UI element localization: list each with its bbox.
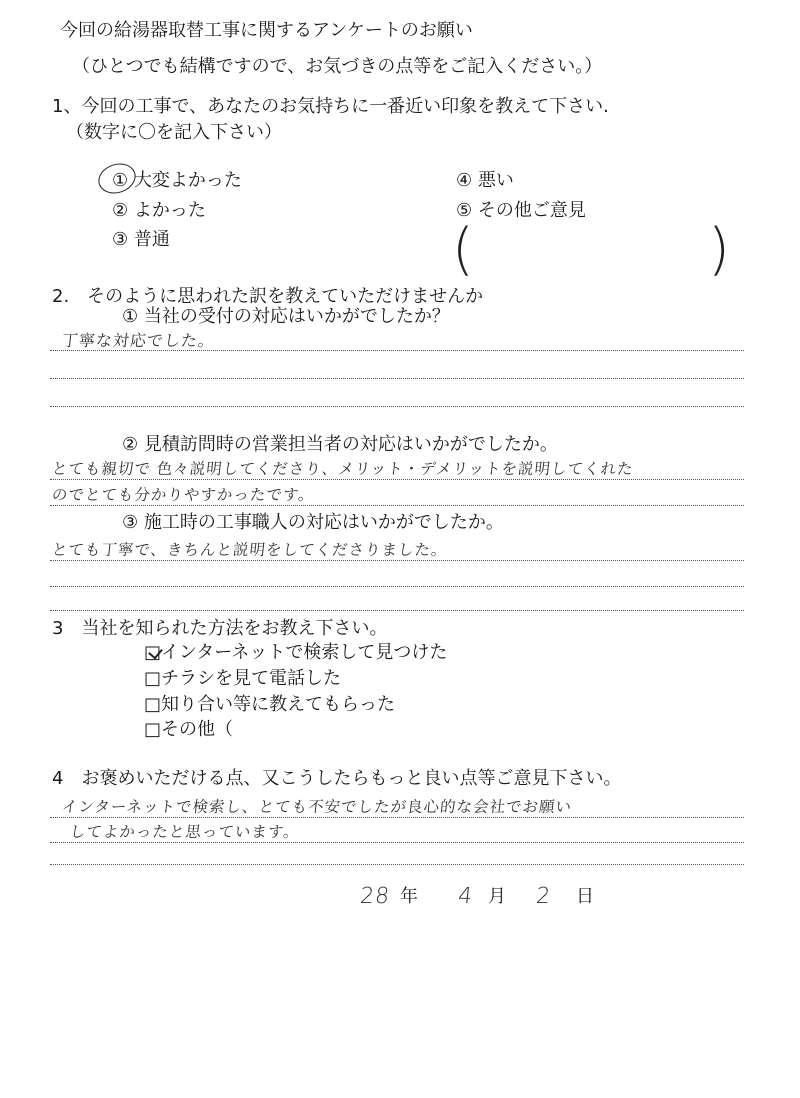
answer-line [50, 378, 744, 379]
q4-question: 4 お褒めいただける点、又こうしたらもっと良い点等ご意見下さい。 [52, 768, 622, 789]
q2-sub1-answer: 丁寧な対応でした。 [60, 331, 216, 350]
answer-line [50, 350, 744, 351]
date-month-unit: 月 [488, 886, 506, 907]
q2-sub3-answer: とても丁寧で、きちんと説明をしてくださりました。 [50, 541, 449, 559]
q2-sub3-label: ③ 施工時の工事職人の対応はいかがでしたか。 [122, 512, 504, 533]
date-year-unit: 年 [400, 886, 418, 907]
q3-option-2: □チラシを見て電話した [144, 668, 342, 689]
q2-sub2-label: ② 見積訪問時の営業担当者の対応はいかがでしたか。 [122, 434, 558, 455]
page-title: 今回の給湯器取替工事に関するアンケートのお願い [60, 20, 473, 41]
q1-question: 1、今回の工事で、あなたのお気持ちに一番近い印象を教えて下さい. [52, 96, 609, 117]
answer-line [50, 610, 744, 611]
q1-option-4: ④ 悪い [456, 170, 514, 191]
q1-instruction: （数字に〇を記入下さい） [66, 122, 282, 143]
q2-question: 2. そのように思われた訳を教えていただけませんか [52, 286, 484, 307]
q2-sub2-answer-line1: とても親切で 色々説明してくださり、メリット・デメリットを説明してくれた [50, 460, 635, 478]
answer-line [50, 505, 744, 506]
answer-line [50, 817, 744, 818]
q1-option-3: ③ 普通 [112, 229, 170, 250]
answer-line [50, 406, 744, 407]
q1-other-close-paren: ) [708, 217, 730, 282]
date-day-value: 2 [534, 884, 553, 909]
q2-sub1-label: ① 当社の受付の対応はいかがでしたか？ [122, 306, 450, 327]
answer-line [50, 864, 744, 865]
q3-option-4: □その他（ [144, 719, 234, 740]
q3-question: 3 当社を知られた方法をお教え下さい。 [52, 618, 388, 639]
date-month-value: 4 [456, 884, 475, 909]
q1-option-5: ⑤ その他ご意見 [456, 200, 586, 221]
q3-option-3: □知り合い等に教えてもらった [144, 694, 396, 715]
q2-sub2-answer-line2: のでとても分かりやすかったです。 [50, 486, 316, 504]
q1-option-1: ① 大変よかった [112, 170, 242, 191]
answer-line [50, 560, 744, 561]
q4-answer-line2: してよかったと思っています。 [68, 823, 301, 841]
answer-line [50, 586, 744, 587]
q1-other-open-paren: ( [452, 217, 474, 282]
date-year-value: 28 [358, 884, 392, 909]
answer-line [50, 479, 744, 480]
q1-option-2: ② よかった [112, 200, 206, 221]
q4-answer-line1: インターネットで検索し、とても不安でしたが良心的な会社でお願い [60, 798, 573, 816]
answer-line [50, 842, 744, 843]
q3-option-1: □インターネットで検索して見つけた [144, 642, 448, 663]
date-day-unit: 日 [576, 886, 594, 907]
page-subtitle: （ひとつでも結構ですので、お気づきの点等をご記入ください。） [72, 56, 603, 77]
